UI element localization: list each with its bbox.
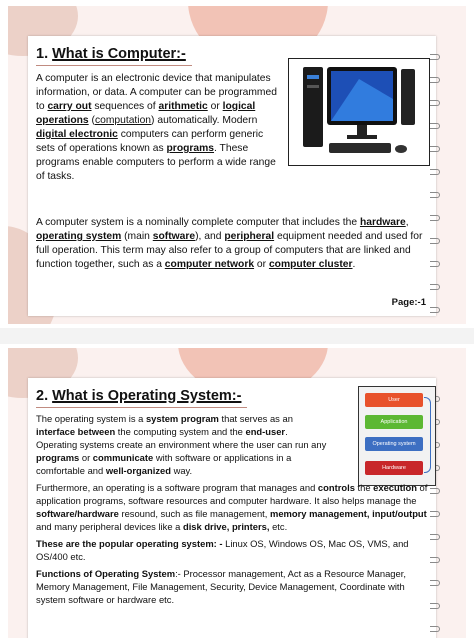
os-functions-paragraph: Functions of Operating System:- Processor management, Act as a Resource Manager, Memory Management, File Management, Security, Device Management, Coordinate with system software or hardware etc. xyxy=(36,568,406,605)
computer-definition-paragraph: A computer is an electronic device that manipulates information, or data. A computer can be programmed to carry out sequences of arithmetic or logical operations (computation) automatically. Modern digital electronic computers can perform generic sets of operations known as programs. These programs enable computers to perform a wide range of tasks. xyxy=(36,73,277,182)
page-title: 2. What is Operating System:- xyxy=(36,388,242,404)
computer-system-paragraph: A computer system is a nominally complete computer that includes the hardware, operating system (main software), and peripheral equipment needed and used for full operation. This term may also refer to a group of computers that are linked and function together, such as a computer network or computer cluster. xyxy=(36,217,423,270)
os-examples-paragraph: These are the popular operating system: - Linux OS, Windows OS, Mac OS, VMS, and OS/400 etc. xyxy=(36,538,409,562)
spiral-rings xyxy=(430,54,446,324)
page-number: Page:-1 xyxy=(391,297,426,308)
os-management-paragraph: Furthermore, an operating is a software program that manages and controls the execution of application programs, software resources and computer hardware. It also helps manage the software/hardware resound, such as file management, memory management, input/output and many peripheral devices like a disk drive, printers, etc. xyxy=(36,482,428,532)
diagram-layer-user: User xyxy=(365,393,423,407)
page-title: 1. What is Computer:- xyxy=(36,46,186,62)
diagram-layer-os: Operating system xyxy=(365,437,423,451)
os-definition-paragraph: The operating system is a system program that serves as an interface between the computing system and the end-user. Operating systems create an environment where the user can run any programs or communicate with software or applications in a comfortable and well-organized way. xyxy=(36,413,327,476)
page-2 xyxy=(8,348,466,638)
diagram-layer-hardware: Hardware xyxy=(365,461,423,475)
os-body xyxy=(36,412,428,610)
computer-image xyxy=(288,58,430,166)
note-sheet xyxy=(28,36,436,316)
page-gap xyxy=(0,328,474,344)
diagram-layer-application: Application xyxy=(365,415,423,429)
page-1 xyxy=(8,6,466,324)
note-sheet xyxy=(28,378,436,638)
